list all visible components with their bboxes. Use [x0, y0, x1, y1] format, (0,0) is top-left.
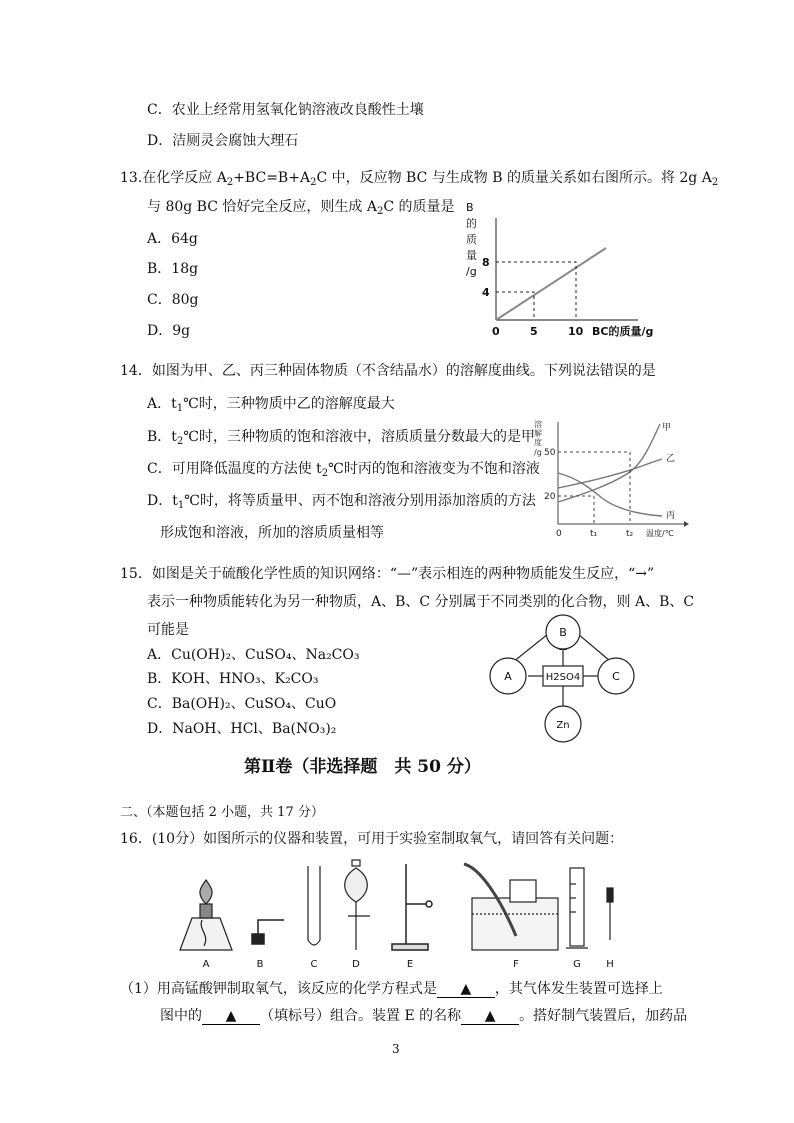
y-tick: 20	[544, 492, 556, 502]
svg-text:H2SO4: H2SO4	[545, 672, 581, 683]
chart-ylabel: 的	[466, 217, 477, 230]
y-tick: 8	[482, 256, 490, 269]
x-axis-label: 温度/℃	[646, 529, 674, 538]
q16-part1-line2: 图中的 ▲ （填标号）组合。装置 E 的名称 ▲ 。搭好制气装置后，加药品	[160, 1008, 688, 1024]
data-line	[496, 248, 606, 320]
chart-ylabel: 解	[534, 429, 542, 438]
apparatus-label: D	[352, 959, 360, 970]
test-tube	[308, 866, 320, 945]
answer-blank[interactable]: ▲	[202, 1008, 260, 1025]
x-tick: 10	[568, 325, 584, 338]
q13-option: D．9g	[147, 323, 191, 339]
apparatus-label: B	[256, 959, 264, 970]
apparatus-label: F	[513, 959, 519, 970]
q16-stem: 16．(10分）如图所示的仪器和装置，可用于实验室制取氧气，请回答有关问题：	[120, 831, 624, 847]
chart-ylabel: /g	[466, 265, 477, 278]
x-tick: 0	[492, 325, 500, 338]
apparatus-label: H	[606, 959, 614, 970]
chart-ylabel: B	[466, 201, 474, 214]
x-tick: t₂	[626, 529, 634, 539]
q14-solubility-chart	[532, 418, 692, 544]
iron-stand	[392, 864, 432, 950]
curve-yi	[558, 459, 662, 488]
x-tick: t₁	[590, 529, 598, 539]
q13-option: A．64g	[147, 231, 198, 247]
q15-stem-line3: 可能是	[147, 622, 189, 638]
chart-ylabel: 量	[466, 249, 477, 262]
page-number: 3	[392, 1042, 400, 1056]
chart-ylabel: 溶	[534, 420, 542, 429]
alcohol-lamp	[180, 880, 232, 950]
q14-option-a: A．$t_1℃$时，三种物质中乙的溶解度最大	[147, 396, 395, 414]
q15-stem-line1: 15．如图是关于硫酸化学性质的知识网络：“—”表示相连的两种物质能发生反应，“→”	[120, 566, 655, 582]
svg-text:A: A	[504, 670, 512, 683]
y-tick: 4	[482, 286, 490, 299]
graduated-cylinder	[566, 868, 588, 948]
q15-option: D．NaOH、HCl、Ba(NO₃)₂	[147, 721, 337, 737]
water-trough	[464, 864, 558, 950]
q14-option-d: D．$t_1℃$时，将等质量甲、丙不饱和溶液分别用添加溶质的方法	[147, 493, 536, 511]
apparatus-label: A	[202, 959, 210, 970]
series-label: 甲	[662, 423, 672, 433]
q13-stem-line2: 与 80g BC 恰好完全反应，则生成 $A_2C$ 的质量是	[147, 199, 455, 217]
x-tick: 5	[530, 325, 538, 338]
apparatus-label: C	[310, 959, 318, 970]
chart-ylabel: /g	[534, 448, 542, 457]
apparatus-label: E	[406, 959, 414, 970]
q13-stem-line1: 13.在化学反应 $A_2+BC=B+A_2C$ 中，反应物 BC 与生成物 B 的质量关系如右图所示。将 2g $A_2$	[120, 170, 719, 188]
section-heading: 二、（本题包括 2 小题，共 17 分）	[120, 805, 324, 820]
apparatus-label: G	[573, 959, 581, 970]
q13-option: C．80g	[147, 292, 199, 308]
curve-bing	[558, 473, 662, 516]
answer-blank[interactable]: ▲	[461, 1008, 519, 1025]
part2-title: 第Ⅱ卷（非选择题 共 50 分）	[244, 757, 481, 777]
q12-option-c: C．农业上经常用氢氧化钠溶液改良酸性土壤	[147, 102, 424, 118]
series-label: 乙	[666, 454, 676, 464]
curve-jia	[558, 424, 660, 502]
q15-reaction-network	[488, 612, 648, 748]
svg-text:B: B	[559, 626, 567, 639]
q14-option-d-cont: 形成饱和溶液，所加的溶质质量相等	[160, 525, 384, 541]
svg-text:C: C	[612, 670, 620, 683]
q15-option: A．Cu(OH)₂、CuSO₄、Na₂CO₃	[147, 647, 360, 663]
separatory-funnel	[345, 860, 370, 950]
svg-text:Zn: Zn	[556, 720, 570, 731]
dropper	[607, 888, 613, 940]
q13-option: B．18g	[147, 261, 199, 277]
q12-option-d: D．洁厕灵会腐蚀大理石	[147, 133, 299, 149]
stopper-tube	[252, 920, 284, 944]
chart-ylabel: 质	[466, 233, 477, 246]
q15-option: C．Ba(OH)₂、CuSO₄、CuO	[147, 696, 337, 712]
answer-blank[interactable]: ▲	[437, 981, 495, 998]
y-tick: 50	[544, 448, 556, 458]
q16-apparatus-figure	[170, 858, 630, 974]
q15-option: B．KOH、HNO₃、K₂CO₃	[147, 671, 319, 687]
x-tick: 0	[556, 529, 562, 539]
q15-stem-line2: 表示一种物质能转化为另一种物质，A、B、C 分别属于不同类别的化合物，则 A、B、C	[147, 594, 695, 610]
q14-option-b: B．$t_2℃$时，三种物质的饱和溶液中，溶质质量分数最大的是甲	[147, 429, 535, 447]
chart-ylabel: 度	[534, 438, 542, 447]
x-axis-label: BC的质量/g	[592, 325, 654, 338]
q14-stem: 14．如图为甲、乙、丙三种固体物质（不含结晶水）的溶解度曲线。下列说法错误的是	[120, 363, 656, 379]
q14-option-c: C．可用降低温度的方法使 $t_2℃$时丙的饱和溶液变为不饱和溶液	[147, 461, 540, 479]
q16-part1-line1: （1）用高锰酸钾制取氧气，该反应的化学方程式是 ▲ ，其气体发生装置可选择上	[120, 981, 663, 997]
series-label: 丙	[666, 511, 676, 521]
q13-mass-chart	[460, 198, 680, 346]
